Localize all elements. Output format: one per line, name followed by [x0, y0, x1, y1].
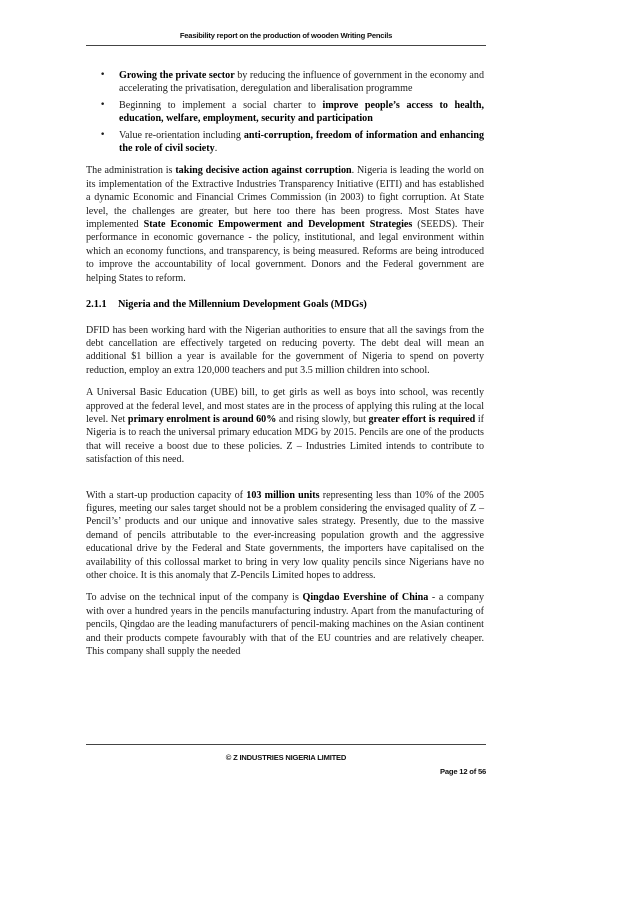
text-run: . Nigeria is leading the world on its implementation of the Extractive Industries Transparency Initiative (EITI) and has established a dynamic Economic and Financial Crimes Commission (in 2003) to fight corruption. At State level, the challenges are greater, but here too there has been progress. Most States have implemented	[86, 165, 484, 231]
text-run: With a start-up production capacity of	[86, 489, 247, 501]
section-heading	[86, 298, 484, 311]
bullet-item-value-reorientation	[100, 129, 484, 156]
text-run: if Nigeria is to reach the universal primary education MDG by 2015. Pencils are one of the products that will receive a boost due to these policies. Z – Industries Limited intends to contribute to satisfaction of this need.	[86, 413, 484, 466]
bold-run: greater effort is required	[368, 413, 476, 425]
page-number: Page 12 of 56	[440, 767, 486, 776]
paragraph-ube	[86, 386, 484, 466]
bullet-list	[86, 69, 484, 155]
bullet-text: Beginning to implement a social charter to	[119, 99, 323, 111]
bullet-bold: Growing the private sector	[119, 70, 235, 81]
section-number: 2.1.1	[86, 299, 107, 311]
paragraph-dfid: DFID has been working hard with the Nigerian authorities to ensure that all the savings from the debt cancellation are effectively targeted on reducing poverty. The debt deal will mean an additional $1 billion a year is available for the government of Nigeria to spend on poverty reduction, employ an extra 120,000 teachers and put 3.5 million children into school.	[86, 324, 484, 376]
text-run: (SEEDS). Their performance in economic governance - the policy, institutional, and legal environment within which an economy functions, and transparency, is being measured. Reforms are being introduced to improve the accountability of local government. Donors and the Federal government are helping States to reform.	[86, 219, 484, 284]
bullet-text: Value re-orientation including	[119, 129, 244, 141]
footer-company: © Z INDUSTRIES NIGERIA LIMITED	[225, 753, 347, 762]
paragraph-corruption	[86, 164, 484, 285]
bullet-bold: improve people’s access to health, education, welfare, employment, security and participation	[119, 99, 484, 125]
paragraph-capacity	[86, 489, 484, 583]
bold-run: taking decisive action against corruption	[175, 165, 352, 177]
bold-run: 103 million units	[246, 489, 320, 501]
text-run: The administration is	[86, 165, 176, 177]
bullet-item-private-sector	[100, 69, 484, 96]
body-content	[86, 69, 484, 667]
text-run: - a company with over a hundred years in the pencils manufacturing industry. Apart from the manufacturing of pencils, Qingdao are the leading manufacturers of pencil-making machines on the Asian continent and their products compete favourably with that of the EU countries and are relatively cheaper. This company shall supply the needed	[86, 592, 484, 658]
running-header: Feasibility report on the production of wooden Writing Pencils	[179, 31, 393, 40]
text-run: representing less than 10% of the 2005 figures, meeting our sales target should not be a problem considering the envisaged quality of Z –Pencil’s’ products and our unique and innovative sales strategy. Presently, due to the massive demand of pencils attributable to the ever-increasing population growth and the aggressive educational drive by the Federal and State governments, the importers have capitalised on the availability of this collossal market to bring in very low quality pencils since Nigerians have no other choice. It is this anomaly that Z-Pencils Limited hopes to address.	[86, 489, 485, 581]
text-run: To advise on the technical input of the company is	[86, 592, 303, 604]
footer-rule	[86, 744, 486, 745]
bold-run: primary enrolment is around 60%	[127, 413, 277, 425]
paragraph-spacer	[86, 476, 484, 489]
paragraph-qingdao	[86, 591, 484, 658]
bold-run: State Economic Empowerment and Development Strategies	[143, 219, 413, 231]
text-run: A Universal Basic Education (UBE) bill, to get girls as well as boys into school, was recently approved at the federal level, and most states are in the process of applying this ruling at the local level. Net	[86, 387, 484, 425]
bullet-text: by reducing the influence of government in the economy and accelerating the privatisation, deregulation and liberalisation programme	[119, 70, 484, 95]
bold-run: Qingdao Evershine of China	[302, 592, 429, 604]
bullet-icon: •	[100, 70, 106, 80]
bullet-icon: •	[100, 129, 106, 140]
section-title: Nigeria and the Millennium Development Goals (MDGs)	[118, 299, 367, 311]
bullet-item-social-charter	[100, 99, 484, 126]
text-run: and rising slowly, but	[276, 413, 369, 425]
bullet-icon: •	[100, 99, 106, 110]
bullet-bold: anti-corruption, freedom of information and enhancing the role of civil society	[119, 129, 484, 155]
header-rule	[86, 45, 486, 46]
bullet-text: .	[214, 143, 218, 155]
